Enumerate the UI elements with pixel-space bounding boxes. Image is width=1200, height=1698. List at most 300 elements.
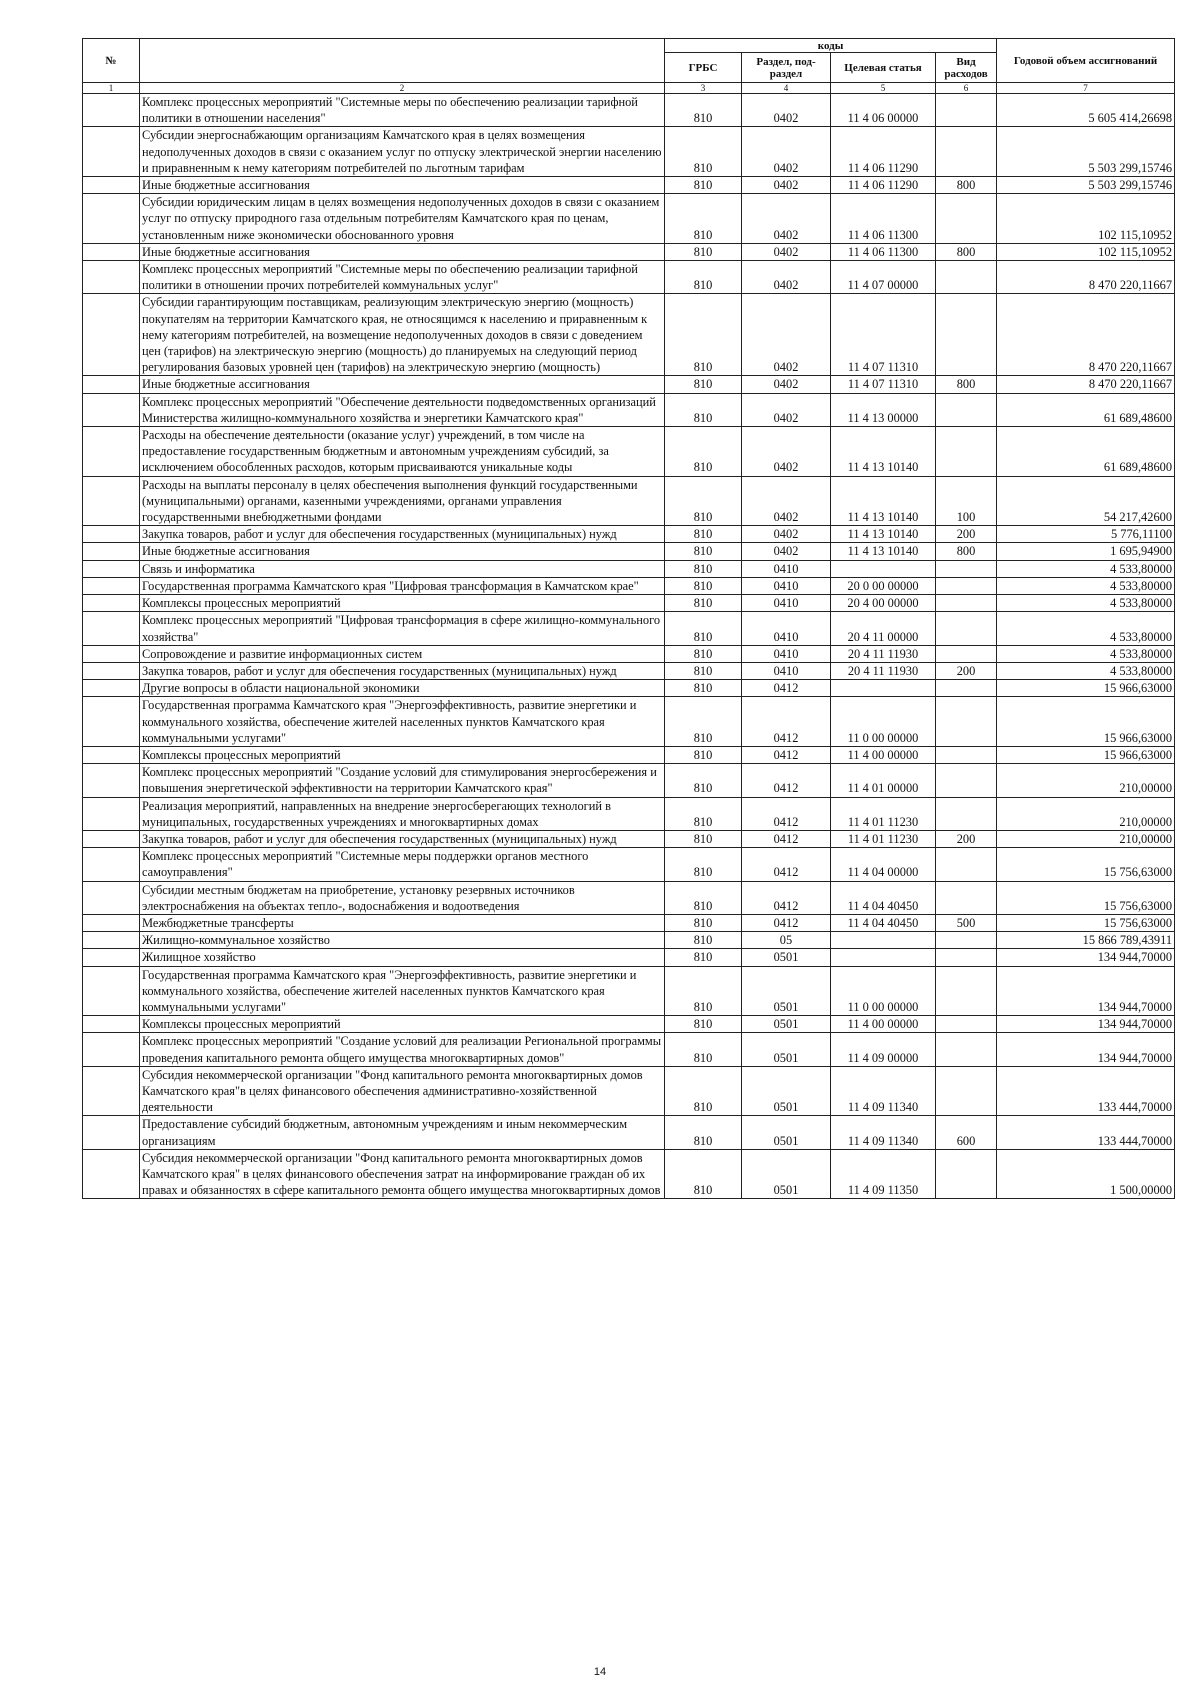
cell-description: Государственная программа Камчатского края "Энергоэффективность, развитие энергетики и коммунального хозяйства, обеспечение жителей населенных пунктов Камчатского края коммунальными услугами" <box>140 966 665 1016</box>
table-row <box>83 526 1175 543</box>
cell-number <box>83 662 140 679</box>
cell-target-article: 11 4 09 00000 <box>831 1033 936 1066</box>
cell-target-article: 11 4 09 11350 <box>831 1149 936 1199</box>
header-codes: коды <box>665 39 997 53</box>
cell-section: 0412 <box>742 914 831 931</box>
cell-number <box>83 427 140 477</box>
cell-description: Субсидии энергоснабжающим организациям Камчатского края в целях возмещения недополученных доходов в связи с оказанием услуг по отпуску электрической энергии населению и приравненным к нему категориям потребителей по льготным тарифам <box>140 127 665 177</box>
cell-expense-kind <box>936 1149 997 1199</box>
cell-grbs: 810 <box>665 1066 742 1116</box>
cell-number <box>83 680 140 697</box>
cell-target-article: 11 4 09 11340 <box>831 1066 936 1116</box>
table-row <box>83 612 1175 645</box>
cell-target-article: 11 4 06 11300 <box>831 194 936 244</box>
cell-section: 0402 <box>742 261 831 294</box>
table-row <box>83 427 1175 477</box>
cell-section: 0501 <box>742 1016 831 1033</box>
cell-amount: 133 444,70000 <box>997 1066 1175 1116</box>
cell-target-article: 11 4 00 00000 <box>831 1016 936 1033</box>
cell-section: 0412 <box>742 830 831 847</box>
cell-grbs: 810 <box>665 243 742 260</box>
cell-amount: 102 115,10952 <box>997 243 1175 260</box>
cell-expense-kind <box>936 393 997 426</box>
cell-description: Реализация мероприятий, направленных на внедрение энергосберегающих технологий в муниципальных, государственных учреждениях и многоквартирных домах <box>140 797 665 830</box>
cell-number <box>83 194 140 244</box>
cell-number <box>83 476 140 526</box>
page-number: 14 <box>593 1666 607 1678</box>
cell-grbs: 810 <box>665 662 742 679</box>
cell-grbs: 810 <box>665 881 742 914</box>
cell-number <box>83 1016 140 1033</box>
cell-description: Жилищно-коммунальное хозяйство <box>140 932 665 949</box>
cell-expense-kind <box>936 1016 997 1033</box>
cell-expense-kind: 100 <box>936 476 997 526</box>
cell-description: Закупка товаров, работ и услуг для обеспечения государственных (муниципальных) нужд <box>140 830 665 847</box>
cell-target-article <box>831 680 936 697</box>
cell-number <box>83 830 140 847</box>
cell-number <box>83 127 140 177</box>
cell-amount: 4 533,80000 <box>997 577 1175 594</box>
table-row <box>83 243 1175 260</box>
cell-target-article: 11 4 04 40450 <box>831 881 936 914</box>
cell-amount: 210,00000 <box>997 764 1175 797</box>
cell-description: Иные бюджетные ассигнования <box>140 177 665 194</box>
cell-number <box>83 560 140 577</box>
cell-expense-kind <box>936 294 997 376</box>
cell-target-article: 11 4 07 00000 <box>831 261 936 294</box>
cell-number <box>83 595 140 612</box>
cell-description: Субсидии юридическим лицам в целях возмещения недополученных доходов в связи с оказанием услуг по отпуску природного газа отдельным потребителям Камчатского края по ценам, установленным ниже экономически обоснованного уровня <box>140 194 665 244</box>
cell-section: 0410 <box>742 662 831 679</box>
table-row <box>83 746 1175 763</box>
cell-section: 0410 <box>742 577 831 594</box>
cell-target-article: 20 0 00 00000 <box>831 577 936 594</box>
table-row <box>83 376 1175 393</box>
cell-grbs: 810 <box>665 645 742 662</box>
cell-target-article: 11 4 01 00000 <box>831 764 936 797</box>
header-section: Раздел, под-раздел <box>742 53 831 83</box>
cell-section: 0402 <box>742 376 831 393</box>
cell-expense-kind <box>936 94 997 127</box>
table-row <box>83 645 1175 662</box>
cell-description: Субсидии местным бюджетам на приобретение, установку резервных источников электроснабжения на объектах тепло-, водоснабжения и водоотведения <box>140 881 665 914</box>
cell-section: 05 <box>742 932 831 949</box>
cell-section: 0412 <box>742 764 831 797</box>
cell-grbs: 810 <box>665 746 742 763</box>
cell-section: 0402 <box>742 94 831 127</box>
cell-section: 0501 <box>742 1149 831 1199</box>
cell-number <box>83 1066 140 1116</box>
cell-number <box>83 746 140 763</box>
cell-expense-kind: 800 <box>936 543 997 560</box>
cell-section: 0412 <box>742 848 831 881</box>
cell-target-article: 11 4 06 11300 <box>831 243 936 260</box>
cell-grbs: 810 <box>665 526 742 543</box>
table-row <box>83 662 1175 679</box>
cell-grbs: 810 <box>665 1016 742 1033</box>
cell-expense-kind: 200 <box>936 662 997 679</box>
cell-expense-kind: 200 <box>936 830 997 847</box>
cell-target-article: 11 0 00 00000 <box>831 966 936 1016</box>
table-row <box>83 1066 1175 1116</box>
cell-expense-kind <box>936 797 997 830</box>
cell-description: Сопровождение и развитие информационных систем <box>140 645 665 662</box>
table-row <box>83 476 1175 526</box>
table-row <box>83 194 1175 244</box>
cell-grbs: 810 <box>665 94 742 127</box>
cell-number <box>83 932 140 949</box>
cell-description: Комплекс процессных мероприятий "Цифровая трансформация в сфере жилищно-коммунального хозяйства" <box>140 612 665 645</box>
cell-expense-kind <box>936 127 997 177</box>
cell-number <box>83 1116 140 1149</box>
cell-number <box>83 1033 140 1066</box>
cell-target-article: 20 4 11 11930 <box>831 662 936 679</box>
cell-description: Иные бюджетные ассигнования <box>140 243 665 260</box>
cell-expense-kind <box>936 697 997 747</box>
cell-description: Субсидия некоммерческой организации "Фонд капитального ремонта многоквартирных домов Камчатского края"в целях финансового обеспечения административно-хозяйственной деятельности <box>140 1066 665 1116</box>
column-number-4: 4 <box>742 83 831 94</box>
cell-grbs: 810 <box>665 1149 742 1199</box>
cell-expense-kind: 800 <box>936 243 997 260</box>
cell-expense-kind <box>936 1066 997 1116</box>
table-row <box>83 1016 1175 1033</box>
cell-description: Комплекс процессных мероприятий "Создание условий для реализации Региональной программы проведения капитального ремонта общего имущества многоквартирных домов" <box>140 1033 665 1066</box>
table-row <box>83 1149 1175 1199</box>
cell-amount: 61 689,48600 <box>997 393 1175 426</box>
cell-amount: 210,00000 <box>997 830 1175 847</box>
column-number-1: 1 <box>83 83 140 94</box>
cell-grbs: 810 <box>665 261 742 294</box>
cell-expense-kind: 500 <box>936 914 997 931</box>
header-annual-volume: Годовой объем ассигнований <box>997 39 1175 83</box>
cell-expense-kind <box>936 194 997 244</box>
cell-section: 0410 <box>742 612 831 645</box>
cell-grbs: 810 <box>665 476 742 526</box>
table-row <box>83 680 1175 697</box>
cell-grbs: 810 <box>665 966 742 1016</box>
cell-number <box>83 526 140 543</box>
cell-section: 0501 <box>742 1066 831 1116</box>
cell-amount: 15 756,63000 <box>997 914 1175 931</box>
cell-amount: 5 503 299,15746 <box>997 127 1175 177</box>
cell-description: Субсидии гарантирующим поставщикам, реализующим электрическую энергию (мощность) покупателям на территории Камчатского края, не относящимся к населению и приравненным к нему категориям потребителей, на возмещение недополученных доходов в связи с доведением цен (тарифов) на электрическую энергию (мощность) до планируемых на следующий период регулирования базовых уровней цен (тарифов) на электрическую энергию (мощность) <box>140 294 665 376</box>
cell-number <box>83 294 140 376</box>
cell-number <box>83 612 140 645</box>
cell-target-article: 11 4 06 11290 <box>831 177 936 194</box>
cell-grbs: 810 <box>665 914 742 931</box>
cell-grbs: 810 <box>665 949 742 966</box>
cell-number <box>83 966 140 1016</box>
cell-expense-kind <box>936 595 997 612</box>
table-row <box>83 949 1175 966</box>
cell-description: Государственная программа Камчатского края "Цифровая трансформация в Камчатском крае" <box>140 577 665 594</box>
cell-description: Комплексы процессных мероприятий <box>140 595 665 612</box>
cell-section: 0402 <box>742 127 831 177</box>
cell-section: 0412 <box>742 746 831 763</box>
cell-expense-kind <box>936 1033 997 1066</box>
table-row <box>83 177 1175 194</box>
header-column-numbers <box>83 83 1175 94</box>
cell-expense-kind <box>936 966 997 1016</box>
cell-number <box>83 543 140 560</box>
cell-description: Расходы на обеспечение деятельности (оказание услуг) учреждений, в том числе на предоставление государственным бюджетным и автономным учреждениям субсидий, за исключением обособленных расходов, которым присваиваются уникальные коды <box>140 427 665 477</box>
cell-grbs: 810 <box>665 612 742 645</box>
cell-target-article: 11 4 01 11230 <box>831 830 936 847</box>
column-number-6: 6 <box>936 83 997 94</box>
column-number-3: 3 <box>665 83 742 94</box>
cell-expense-kind: 200 <box>936 526 997 543</box>
cell-section: 0402 <box>742 393 831 426</box>
header-number: № <box>83 39 140 83</box>
cell-number <box>83 243 140 260</box>
cell-description: Связь и информатика <box>140 560 665 577</box>
cell-expense-kind <box>936 764 997 797</box>
cell-description: Комплексы процессных мероприятий <box>140 746 665 763</box>
cell-description: Другие вопросы в области национальной экономики <box>140 680 665 697</box>
table-row <box>83 830 1175 847</box>
cell-amount: 61 689,48600 <box>997 427 1175 477</box>
cell-target-article: 11 4 04 00000 <box>831 848 936 881</box>
cell-section: 0402 <box>742 243 831 260</box>
cell-target-article: 20 4 11 00000 <box>831 612 936 645</box>
cell-number <box>83 376 140 393</box>
cell-number <box>83 914 140 931</box>
cell-amount: 4 533,80000 <box>997 645 1175 662</box>
column-number-5: 5 <box>831 83 936 94</box>
cell-description: Комплекс процессных мероприятий "Системные меры по обеспечению реализации тарифной политики в отношении населения" <box>140 94 665 127</box>
cell-expense-kind <box>936 881 997 914</box>
table-row <box>83 914 1175 931</box>
cell-target-article: 11 4 01 11230 <box>831 797 936 830</box>
cell-target-article: 11 4 04 40450 <box>831 914 936 931</box>
cell-section: 0402 <box>742 177 831 194</box>
table-row <box>83 932 1175 949</box>
cell-grbs: 810 <box>665 294 742 376</box>
cell-target-article: 11 4 06 11290 <box>831 127 936 177</box>
cell-target-article <box>831 560 936 577</box>
cell-section: 0501 <box>742 966 831 1016</box>
column-number-7: 7 <box>997 83 1175 94</box>
cell-number <box>83 261 140 294</box>
cell-grbs: 810 <box>665 393 742 426</box>
cell-section: 0501 <box>742 1116 831 1149</box>
cell-description: Расходы на выплаты персоналу в целях обеспечения выполнения функций государственными (муниципальными) органами, казенными учреждениями, органами управления государственными внебюджетными фондами <box>140 476 665 526</box>
cell-grbs: 810 <box>665 1116 742 1149</box>
cell-grbs: 810 <box>665 764 742 797</box>
table-row <box>83 393 1175 426</box>
header-target-article: Целевая статья <box>831 53 936 83</box>
cell-amount: 54 217,42600 <box>997 476 1175 526</box>
cell-amount: 15 866 789,43911 <box>997 932 1175 949</box>
cell-section: 0412 <box>742 797 831 830</box>
cell-section: 0412 <box>742 680 831 697</box>
cell-number <box>83 881 140 914</box>
cell-amount: 15 966,63000 <box>997 746 1175 763</box>
cell-section: 0402 <box>742 294 831 376</box>
table-row <box>83 577 1175 594</box>
cell-expense-kind <box>936 848 997 881</box>
cell-expense-kind: 600 <box>936 1116 997 1149</box>
cell-section: 0402 <box>742 526 831 543</box>
cell-grbs: 810 <box>665 376 742 393</box>
table-row <box>83 294 1175 376</box>
table-row <box>83 848 1175 881</box>
cell-number <box>83 949 140 966</box>
cell-amount: 134 944,70000 <box>997 1033 1175 1066</box>
cell-amount: 8 470 220,11667 <box>997 261 1175 294</box>
cell-grbs: 810 <box>665 848 742 881</box>
cell-expense-kind <box>936 746 997 763</box>
cell-number <box>83 797 140 830</box>
cell-description: Иные бюджетные ассигнования <box>140 543 665 560</box>
cell-description: Субсидия некоммерческой организации "Фонд капитального ремонта многоквартирных домов Камчатского края" в целях финансового обеспечения затрат на информирование граждан об их правах и обязанностях в сфере капитального ремонта общего имущества многоквартирных домов <box>140 1149 665 1199</box>
cell-target-article: 11 4 09 11340 <box>831 1116 936 1149</box>
table-row <box>83 1116 1175 1149</box>
table-row <box>83 881 1175 914</box>
cell-grbs: 810 <box>665 830 742 847</box>
cell-grbs: 810 <box>665 427 742 477</box>
cell-description: Комплекс процессных мероприятий "Обеспечение деятельности подведомственных организаций Министерства жилищно-коммунального хозяйства и энергетики Камчатского края" <box>140 393 665 426</box>
table-row <box>83 127 1175 177</box>
cell-amount: 15 756,63000 <box>997 881 1175 914</box>
cell-section: 0501 <box>742 1033 831 1066</box>
cell-grbs: 810 <box>665 797 742 830</box>
cell-description: Иные бюджетные ассигнования <box>140 376 665 393</box>
cell-number <box>83 177 140 194</box>
cell-grbs: 810 <box>665 127 742 177</box>
cell-amount: 4 533,80000 <box>997 560 1175 577</box>
cell-description: Закупка товаров, работ и услуг для обеспечения государственных (муниципальных) нужд <box>140 526 665 543</box>
cell-expense-kind <box>936 612 997 645</box>
cell-amount: 1 500,00000 <box>997 1149 1175 1199</box>
cell-number <box>83 1149 140 1199</box>
cell-grbs: 810 <box>665 577 742 594</box>
cell-grbs: 810 <box>665 595 742 612</box>
table-row <box>83 1033 1175 1066</box>
cell-target-article: 11 4 13 10140 <box>831 476 936 526</box>
table-body <box>83 94 1175 1199</box>
cell-grbs: 810 <box>665 177 742 194</box>
cell-expense-kind <box>936 949 997 966</box>
cell-description: Межбюджетные трансферты <box>140 914 665 931</box>
cell-number <box>83 848 140 881</box>
cell-grbs: 810 <box>665 194 742 244</box>
cell-target-article <box>831 932 936 949</box>
table-row <box>83 261 1175 294</box>
column-number-2: 2 <box>140 83 665 94</box>
cell-target-article <box>831 949 936 966</box>
header-grbs: ГРБС <box>665 53 742 83</box>
cell-description: Комплекс процессных мероприятий "Системные меры поддержки органов местного самоуправления" <box>140 848 665 881</box>
cell-target-article: 11 4 07 11310 <box>831 294 936 376</box>
table-row <box>83 797 1175 830</box>
cell-target-article: 11 4 06 00000 <box>831 94 936 127</box>
cell-expense-kind <box>936 261 997 294</box>
cell-number <box>83 393 140 426</box>
cell-amount: 15 966,63000 <box>997 680 1175 697</box>
cell-section: 0412 <box>742 881 831 914</box>
cell-target-article: 20 4 11 11930 <box>831 645 936 662</box>
cell-amount: 15 756,63000 <box>997 848 1175 881</box>
table-row <box>83 764 1175 797</box>
cell-grbs: 810 <box>665 680 742 697</box>
cell-amount: 4 533,80000 <box>997 612 1175 645</box>
cell-number <box>83 577 140 594</box>
cell-section: 0412 <box>742 697 831 747</box>
cell-target-article: 11 4 13 10140 <box>831 526 936 543</box>
budget-table <box>82 38 1175 1199</box>
cell-amount: 15 966,63000 <box>997 697 1175 747</box>
cell-expense-kind: 800 <box>936 376 997 393</box>
cell-amount: 133 444,70000 <box>997 1116 1175 1149</box>
cell-amount: 5 776,11100 <box>997 526 1175 543</box>
header-expense-kind: Вид расходов <box>936 53 997 83</box>
cell-number <box>83 697 140 747</box>
cell-amount: 4 533,80000 <box>997 662 1175 679</box>
cell-number <box>83 94 140 127</box>
cell-expense-kind <box>936 645 997 662</box>
cell-number <box>83 764 140 797</box>
cell-grbs: 810 <box>665 932 742 949</box>
cell-target-article: 11 4 00 00000 <box>831 746 936 763</box>
cell-section: 0410 <box>742 645 831 662</box>
cell-expense-kind <box>936 427 997 477</box>
cell-grbs: 810 <box>665 1033 742 1066</box>
cell-target-article: 11 4 13 10140 <box>831 427 936 477</box>
cell-section: 0402 <box>742 427 831 477</box>
cell-description: Предоставление субсидий бюджетным, автономным учреждениям и иным некоммерческим организациям <box>140 1116 665 1149</box>
cell-grbs: 810 <box>665 560 742 577</box>
cell-amount: 8 470 220,11667 <box>997 294 1175 376</box>
cell-target-article: 11 4 07 11310 <box>831 376 936 393</box>
document-page <box>82 38 1174 1199</box>
cell-amount: 4 533,80000 <box>997 595 1175 612</box>
cell-grbs: 810 <box>665 697 742 747</box>
cell-section: 0410 <box>742 560 831 577</box>
cell-grbs: 810 <box>665 543 742 560</box>
table-row <box>83 697 1175 747</box>
cell-amount: 5 503 299,15746 <box>997 177 1175 194</box>
table-row <box>83 595 1175 612</box>
cell-expense-kind: 800 <box>936 177 997 194</box>
cell-target-article: 11 4 13 10140 <box>831 543 936 560</box>
cell-expense-kind <box>936 577 997 594</box>
cell-target-article: 11 0 00 00000 <box>831 697 936 747</box>
cell-description: Жилищное хозяйство <box>140 949 665 966</box>
cell-description: Комплексы процессных мероприятий <box>140 1016 665 1033</box>
cell-target-article: 11 4 13 00000 <box>831 393 936 426</box>
header-description <box>140 39 665 83</box>
cell-expense-kind <box>936 680 997 697</box>
cell-amount: 8 470 220,11667 <box>997 376 1175 393</box>
cell-section: 0402 <box>742 476 831 526</box>
table-row <box>83 543 1175 560</box>
table-row <box>83 94 1175 127</box>
cell-amount: 134 944,70000 <box>997 1016 1175 1033</box>
cell-amount: 134 944,70000 <box>997 966 1175 1016</box>
cell-amount: 102 115,10952 <box>997 194 1175 244</box>
cell-section: 0402 <box>742 543 831 560</box>
cell-section: 0402 <box>742 194 831 244</box>
cell-expense-kind <box>936 932 997 949</box>
table-row <box>83 560 1175 577</box>
cell-description: Комплекс процессных мероприятий "Системные меры по обеспечению реализации тарифной политики в отношении прочих потребителей коммунальных услуг" <box>140 261 665 294</box>
cell-amount: 210,00000 <box>997 797 1175 830</box>
cell-amount: 1 695,94900 <box>997 543 1175 560</box>
cell-description: Государственная программа Камчатского края "Энергоэффективность, развитие энергетики и коммунального хозяйства, обеспечение жителей населенных пунктов Камчатского края коммунальными услугами" <box>140 697 665 747</box>
cell-description: Закупка товаров, работ и услуг для обеспечения государственных (муниципальных) нужд <box>140 662 665 679</box>
cell-target-article: 20 4 00 00000 <box>831 595 936 612</box>
